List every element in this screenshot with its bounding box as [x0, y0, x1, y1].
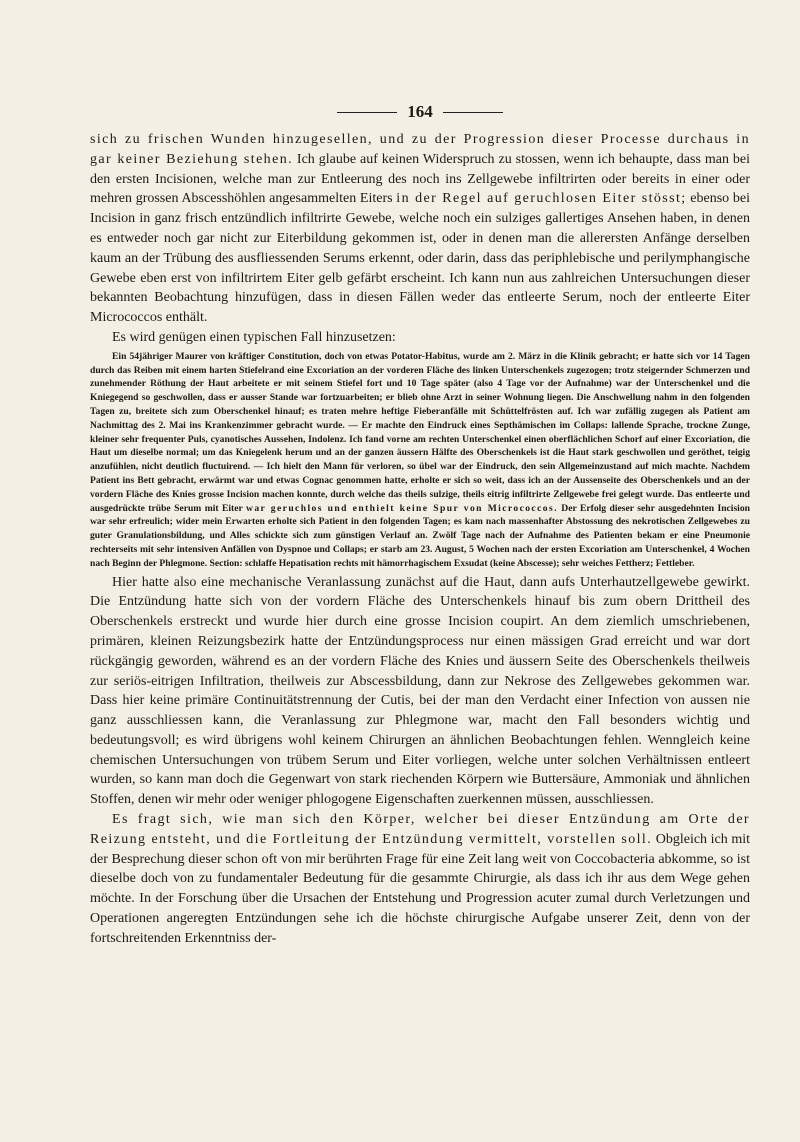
page-header	[90, 100, 750, 124]
spaced-text: war geruchlos und enthielt keine Spur von Micrococcos.	[245, 502, 558, 514]
case-report	[90, 350, 750, 571]
page	[90, 100, 750, 949]
paragraph-3: Hier hatte also eine mechanische Veranlassung zunächst auf die Haut, dann aufs Unterhautzellgewebe gewirkt. Die Entzündung hatte sich von der vordern Fläche des Unterschenkels hinauf bis zum obern Drittheil des Oberschenkels erstreckt und wurde hier durch eine grosse Incision coupirt. An dem ziemlich umschriebenen, primären, kleinen Reizungsbezirk hatte der Entzündungsprocess nur einen mässigen Grad erreicht und war dort rückgängig geworden, während es an der vordern Fläche des Knies und äussern Seite des Oberschenkels theilweis zur seriös-eitrigen Infiltration, theilweis zur Abscessbildung, dann zur Nekrose des Zellgewebes gekommen war. Dass hier keine primäre Continuitätstrennung der Cutis, bei der man den Verdacht einer Infection von aussen nie ganz ausschliessen kann, die Veranlassung zur Phlegmone war, macht den Fall besonders wichtig und bedeutungsvoll; es wird übrigens wohl keinem Chirurgen an ähnlichen Beobachtungen fehlen. Wenngleich keine chemischen Untersuchungen von trübem Serum und Eiter vorliegen, welche unter solchen Verhältnissen entleert wurden, so kann man doch die Gegenwart von stark riechenden Körpern wie Buttersäure, Ammoniak und ähnlichen Stoffen, denen wir mehr oder weniger phlogogene Eigenschaften zuerkennen müssen, ausschliessen.	[90, 574, 750, 808]
spaced-text: in der Regel auf geruchlosen Eiter stösst;	[396, 191, 687, 207]
case-text: Der Erfolg dieser sehr ausgedehnten Incision war sehr erfreulich; wider mein Erwarten erholte sich Patient in den folgenden Tagen; es kam nach massenhafter Abstossung des nekrotischen Zellgewebes zu guter Granulationsbildung, und Alles schickte sich zum günstigen Verlauf an. Zwölf Tage nach der Aufnahme des Patienten bekam er eine Pneumonie rechterseits mit sehr intensiven Anfällen von Dyspnoe und Collaps; er starb am 23. August, 5 Wochen nach der ersten Excoriation am Unterschenkel, 4 Wochen nach Beginn der Phlegmone. Section: schlaffe Hepatisation rechts mit hämorrhagischem Exsudat (keine Abscesse); sehr weiches Fettherz; Fettleber.	[90, 502, 750, 569]
paragraph-text: Ich glaube auf keinen Widerspruch zu stossen, wenn ich behaupte, dass man bei den ersten Incisionen, welche man zur Entleerung des noch ins Zellgewebe infiltrirten oder bereits in einer oder mehren grossen Abscesshöhlen angesammelten Eiters	[90, 151, 750, 207]
header-rule-right	[443, 112, 503, 113]
case-text: Ein 54jähriger Maurer von kräftiger Constitution, doch von etwas Potator-Habitus, wurde am 2. März in die Klinik gebracht; er hatte sich vor 14 Tagen durch das Reiben mit einem harten Stiefelrand eine Excoriation an der vorderen Fläche des linken Unterschenkels zugezogen; trotz steigernder Schmerzen und zunehmender Röthung der Haut arbeitete er mit seinem Stiefel fort und 10 Tage später (also 4 Tage vor der Aufnahme) war der Unterschenkel und die Kniegegend so geschwollen, dass er ausser Stande war fortzuarbeiten; er blieb ohne Arzt in seiner Wohnung liegen. Die Anschwellung nahm in den folgenden Tagen zu, breitete sich zum Oberschenkel hinauf; es traten mehre heftige Fieberanfälle mit Schüttelfrösten auf. Ich war zufällig zugegen als Patient am Nachmittag des 2. Mai ins Krankenzimmer gebracht wurde. — Er machte den Eindruck eines Septhämischen im Collaps: lallende Sprache, trockne Zunge, kleiner sehr frequenter Puls, cyanotisches Aussehen, Indolenz. Ich fand vorne am rechten Unterschenkel einen oberflächlichen Schorf auf einer Excoriation, die Haut um dieselbe normal; um das Kniegelenk herum und an der ganzen äussern Hälfte des Oberschenkels ist die Haut stark geschwollen und geröthet, teigig anzufühlen, nicht deutlich fluctuirend. — Ich hielt den Mann für verloren, so übel war der Eindruck, den sein Allgemeinzustand auf mich machte. Nachdem Patient ins Bett gebracht, erwärmt war und etwas Cognac genommen hatte, erholte er sich so weit, dass ich an der Aussenseite des Oberschenkels und an der vordern Fläche des Knies grosse Incision machen konnte, durch welche das theils sulzige, theils eitrig infiltrirte Zellgewebe frei gelegt wurde. Das entleerte und ausgedrückte trübe Serum mit Eiter	[90, 350, 750, 514]
page-number: 164	[407, 102, 433, 121]
header-rule-left	[337, 112, 397, 113]
paragraph-1	[90, 130, 750, 328]
spaced-text: sich zu frischen Wunden hinzugesellen, und zu der Progression dieser Processe durchaus in gar keiner Beziehung stehen.	[90, 132, 750, 167]
paragraph-2: Es wird genügen einen typischen Fall hinzusetzen:	[112, 329, 396, 345]
spaced-text: Es fragt sich, wie man sich den Körper, welcher bei dieser Entzündung am Orte der Reizung entsteht, und die Fortleitung der Entzündung vermittelt, vorstellen soll.	[90, 812, 750, 847]
paragraph-4	[90, 810, 750, 949]
paragraph-text: ebenso bei Incision in ganz frisch entzündlich infiltrirte Gewebe, welche noch ein sulziges gallertiges Ansehen haben, in denen es entweder noch gar nicht zur Eiterbildung gekommen ist, oder in denen man die allerersten Anfänge derselben kaum an der Trübung des ausfliessenden Serums erkennt, oder darin, dass das periphlebische und perilymphangische Gewebe eben erst von infiltrirtem Eiter gelb gefärbt erscheint. Ich kann nun aus zahlreichen Untersuchungen dieser bekannten Beobachtung hinzufügen, dass in diesen Fällen weder das entleerte Serum, noch der entleerte Eiter Micrococcos enthält.	[90, 191, 750, 326]
paragraph-text: Obgleich ich mit der Besprechung dieser schon oft von mir berührten Frage für eine Zeit lang weit von Coccobacteria abkomme, so ist dieselbe doch von zu fundamentaler Bedeutung für die gesammte Chirurgie, als dass ich ihr aus dem Wege gehen möchte. In der Forschung über die Ursachen der Entstehung und Progression acuter zumal durch Verletzungen und Operationen angeregten Entzündungen sehe ich die höchste chirurgische Aufgabe unserer Zeit, denn von der fortschreitenden Erkenntniss der-	[90, 831, 750, 946]
